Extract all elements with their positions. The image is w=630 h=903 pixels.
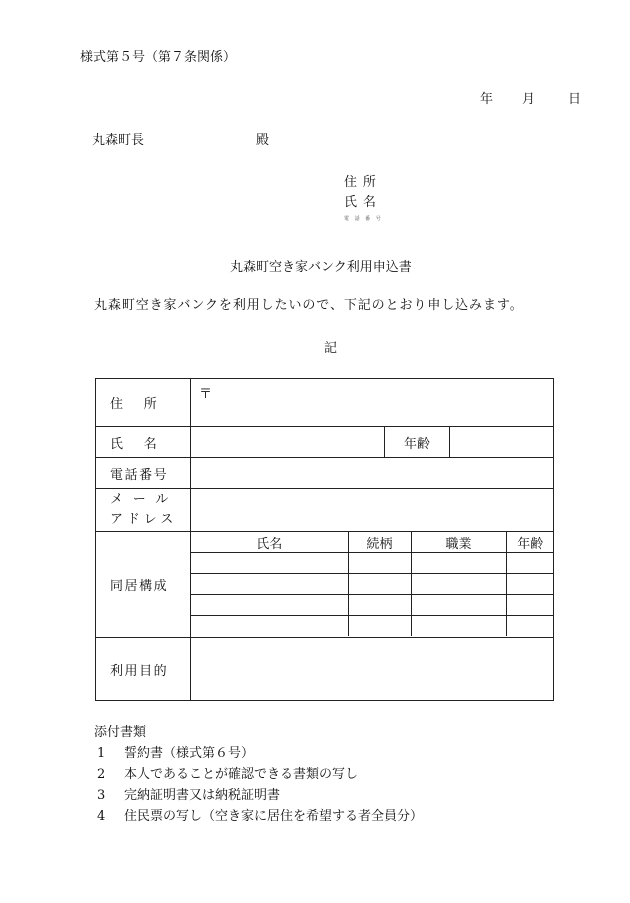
household-occupation-field[interactable] bbox=[411, 595, 506, 616]
household-name-field[interactable] bbox=[191, 616, 348, 637]
purpose-label-cell bbox=[96, 638, 191, 701]
intro-text: 丸森町空き家バンクを利用したいので、下記のとおり申し込みます。 bbox=[94, 298, 524, 313]
attachment-4-text: 住民票の写し（空き家に居住を希望する者全員分） bbox=[124, 809, 424, 824]
address-label-cell bbox=[96, 379, 191, 427]
name-label: 氏名 bbox=[110, 436, 178, 452]
household-header-relation: 続柄 bbox=[348, 532, 411, 553]
phone-label-cell bbox=[96, 458, 191, 489]
household-row bbox=[191, 616, 554, 637]
date-month-label: 月 bbox=[522, 92, 536, 107]
address-field[interactable] bbox=[191, 379, 554, 427]
purpose-label: 利用目的 bbox=[110, 663, 169, 679]
household-relation-field[interactable] bbox=[348, 616, 411, 637]
age-field[interactable] bbox=[450, 427, 554, 458]
application-table bbox=[95, 378, 554, 701]
household-header-occupation: 職業 bbox=[411, 532, 506, 553]
purpose-field[interactable] bbox=[191, 638, 554, 701]
household-row bbox=[191, 595, 554, 616]
household-label: 同居構成 bbox=[110, 579, 169, 594]
addressee-honorific: 殿 bbox=[256, 133, 270, 148]
email-field[interactable] bbox=[191, 489, 554, 532]
household-age-field[interactable] bbox=[506, 595, 554, 616]
applicant-name-label: 氏名 bbox=[344, 195, 382, 210]
household-age-field[interactable] bbox=[506, 574, 554, 595]
phone-field[interactable] bbox=[191, 458, 554, 489]
date-year-label: 年 bbox=[480, 92, 494, 107]
household-relation-field[interactable] bbox=[348, 574, 411, 595]
household-relation-field[interactable] bbox=[348, 595, 411, 616]
attachments-heading: 添付書類 bbox=[94, 725, 147, 740]
household-age-field[interactable] bbox=[506, 616, 554, 637]
address-label: 住所 bbox=[110, 397, 178, 412]
household-name-field[interactable] bbox=[191, 595, 348, 616]
age-label-cell bbox=[385, 427, 450, 458]
name-field[interactable] bbox=[191, 427, 385, 458]
email-label-cell bbox=[96, 489, 191, 532]
household-age-field[interactable] bbox=[506, 553, 554, 574]
email-label-line1: メール bbox=[110, 492, 178, 507]
form-number: 様式第５号（第７条関係） bbox=[80, 50, 237, 65]
household-header-age: 年齢 bbox=[506, 532, 554, 553]
household-table bbox=[191, 532, 554, 636]
applicant-tiny-note: 電 話 番 号 bbox=[344, 216, 383, 222]
attachment-2-number: 2 bbox=[97, 767, 106, 782]
postal-mark: 〒 bbox=[199, 387, 213, 402]
attachment-3-text: 完納証明書又は納税証明書 bbox=[124, 788, 281, 803]
document-title: 丸森町空き家バンク利用申込書 bbox=[230, 260, 412, 275]
addressee-name: 丸森町長 bbox=[92, 133, 145, 148]
household-name-field[interactable] bbox=[191, 553, 348, 574]
household-occupation-field[interactable] bbox=[411, 616, 506, 637]
household-row bbox=[191, 574, 554, 595]
household-row bbox=[191, 553, 554, 574]
household-relation-field[interactable] bbox=[348, 553, 411, 574]
phone-label: 電話番号 bbox=[110, 467, 169, 483]
household-label-cell bbox=[96, 532, 191, 638]
age-label: 年齢 bbox=[403, 436, 430, 452]
household-name-field[interactable] bbox=[191, 574, 348, 595]
ki-label: 記 bbox=[324, 341, 338, 356]
household-occupation-field[interactable] bbox=[411, 553, 506, 574]
attachment-2-text: 本人であることが確認できる書類の写し bbox=[124, 767, 359, 782]
attachment-4-number: 4 bbox=[97, 809, 106, 824]
household-cell bbox=[191, 532, 554, 638]
household-header-name: 氏名 bbox=[191, 532, 348, 553]
name-label-cell bbox=[96, 427, 191, 458]
date-day-label: 日 bbox=[568, 92, 582, 107]
attachment-1-text: 誓約書（様式第６号） bbox=[124, 746, 255, 761]
attachment-1-number: 1 bbox=[97, 746, 106, 761]
attachment-3-number: 3 bbox=[97, 788, 106, 803]
applicant-address-label: 住所 bbox=[344, 175, 382, 190]
email-label-line2: アドレス bbox=[110, 512, 178, 527]
household-occupation-field[interactable] bbox=[411, 574, 506, 595]
